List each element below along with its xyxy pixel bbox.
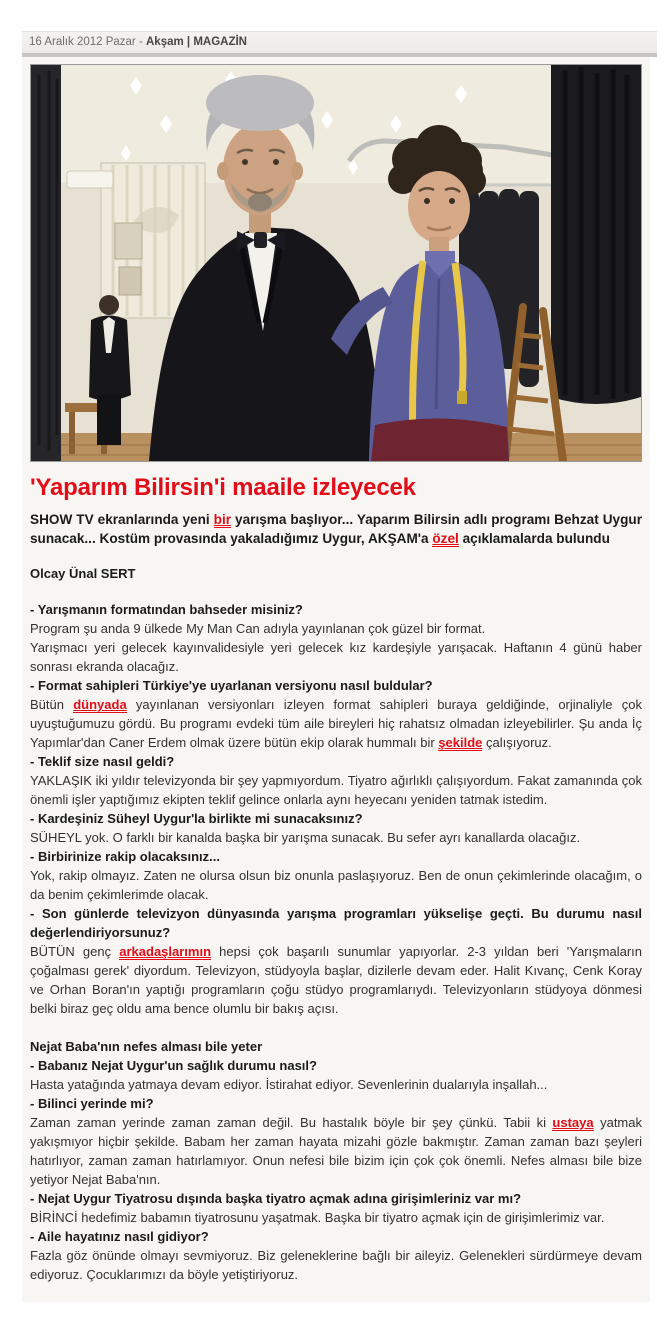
article-photo-frame [30, 64, 642, 462]
inline-keyword-link[interactable]: şekilde [438, 735, 483, 750]
breadcrumb-separator: - [135, 36, 146, 48]
interview-question: - Format sahipleri Türkiye'ye uyarlanan versiyonu nasıl buldular? [30, 678, 433, 693]
article-title: 'Yaparım Bilirsin'i maaile izleyecek [30, 474, 416, 501]
interview-answer: Fazla göz önünde olmayı sevmiyoruz. Biz geleneklerine bağlı bir aileyiz. Gelenekleri sürdürmeye devam ediyoruz. Çocuklarımızı da böyle yetiştiriyoruz. [30, 1248, 642, 1282]
interview-question: - Teklif size nasıl geldi? [30, 754, 175, 769]
interview-answer: Yok, rakip olmayız. Zaten ne olursa olsun biz onunla paslaşıyoruz. Ben de onun çekimlerinde olacağım, o da benim çekimlerimde olacak. [30, 868, 642, 902]
inline-keyword-link[interactable]: ustaya [552, 1115, 594, 1130]
interview-answer: SÜHEYL yok. O farklı bir kanalda başka bir yarışma sunacak. Bu sefer ayrı kanallarda olacağız. [30, 830, 581, 845]
interview-answer: Zaman zaman yerinde zaman zaman değil. Bu hastalık böyle bir şey çünkü. Tabii ki ustaya yatmak yakışmıyor hiçbir şekilde. Babam her zaman hayata mizahi gözle bakmıştır. Zaman zaman bazı şeyleri hatırlıyor, zaman zaman hatırlamıyor. Onun nefesi bile bizim için çok çok önemli. Nefes alması bile bize yetiyor Nejat Baba'nın. [30, 1115, 642, 1187]
interview-answer: Yarışmacı yeri gelecek kayınvalidesiyle yeri gelecek kız kardeşiyle yarışacak. Haftanın 4 günü haber sonrası ekranda olacağız. [30, 640, 642, 674]
article-photo [31, 65, 641, 461]
interview-answer: Hasta yatağında yatmaya devam ediyor. İstirahat ediyor. Sevenlerinin dualarıyla inşallah... [30, 1077, 548, 1092]
interview-answer: BİRİNCİ hedefimiz babamın tiyatrosunu yaşatmak. Başka bir tiyatro açmak için de girişimlerimiz var. [30, 1210, 605, 1225]
article-container [22, 57, 650, 1302]
breadcrumb-divider: | [183, 36, 194, 48]
breadcrumb-bar [22, 31, 657, 57]
section-link[interactable]: MAGAZİN [193, 36, 247, 48]
interview-answer: BÜTÜN genç arkadaşlarımın hepsi çok başarılı sunumlar yapıyorlar. 2-3 yıldan beri 'Yarışmaların çoğalması gerek' diyordum. Televizyon, stüdyoyla başlar, dizilerle devam eder. Halit Kıvanç, Cenk Koray ve Orhan Boran'ın yaptığı programların çoğu stüdyo programlarıydı. Televizyonların stüdyoya dönmesi belki biraz geç oldu ama bence olumlu bir bakış açısı. [30, 944, 642, 1016]
article-body [30, 600, 642, 1284]
inline-keyword-link[interactable]: özel [432, 531, 459, 546]
interview-question: - Birbirinize rakip olacaksınız... [30, 849, 221, 864]
interview-question: - Aile hayatınız nasıl gidiyor? [30, 1229, 209, 1244]
interview-question: - Kardeşiniz Süheyl Uygur'la birlikte mi sunacaksınız? [30, 811, 363, 826]
article-lead: SHOW TV ekranlarında yeni bir yarışma başlıyor... Yaparım Bilirsin adlı programı Behzat Uygur sunacak... Kostüm provasında yakaladığımız Uygur, AKŞAM'a özel açıklamalarda bulundu [30, 512, 642, 546]
interview-question: - Nejat Uygur Tiyatrosu dışında başka tiyatro açmak adına girişimleriniz var mı? [30, 1191, 522, 1206]
interview-question: - Babanız Nejat Uygur'un sağlık durumu nasıl? [30, 1058, 317, 1073]
interview-question: - Son günlerde televizyon dünyasında yarışma programları yükselişe geçti. Bu durumu nasıl değerlendiriyorsunuz? [30, 906, 642, 940]
interview-question: - Bilinci yerinde mi? [30, 1096, 154, 1111]
inline-keyword-link[interactable]: arkadaşlarımın [119, 944, 212, 959]
section-subhead: Nejat Baba'nın nefes alması bile yeter [30, 1039, 263, 1054]
brand-link[interactable]: Akşam [146, 36, 184, 48]
inline-keyword-link[interactable]: bir [213, 512, 232, 527]
interview-answer: Bütün dünyada yayınlanan versiyonları izleyen format sahipleri buraya geldiğinde, orjinaliyle çok uyuştuğumuzu gördü. Bu programı evdeki tüm aile bireyleri hiç rahatsız olmadan izleyebilirler. Şu anda İç Yapımlar'dan Caner Erdem olmak üzere bütün ekip olarak hummalı bir şekilde çalışıyoruz. [30, 697, 642, 750]
inline-keyword-link[interactable]: dünyada [73, 697, 127, 712]
date-label: 16 Aralık 2012 Pazar [29, 36, 136, 48]
interview-answer: YAKLAŞIK iki yıldır televizyonda bir şey yapmıyordum. Tiyatro ağırlıklı çalışıyordum. Fakat zamanında çok önemli işler yaptığımız ekipten teklif gelince onlarla aynı heyecanı yeniden tatmak istedim. [30, 773, 642, 807]
interview-question: - Yarışmanın formatından bahseder misiniz? [30, 602, 303, 617]
author-byline: Olcay Ünal SERT [30, 566, 136, 581]
interview-answer: Program şu anda 9 ülkede My Man Can adıyla yayınlanan çok güzel bir format. [30, 621, 486, 636]
